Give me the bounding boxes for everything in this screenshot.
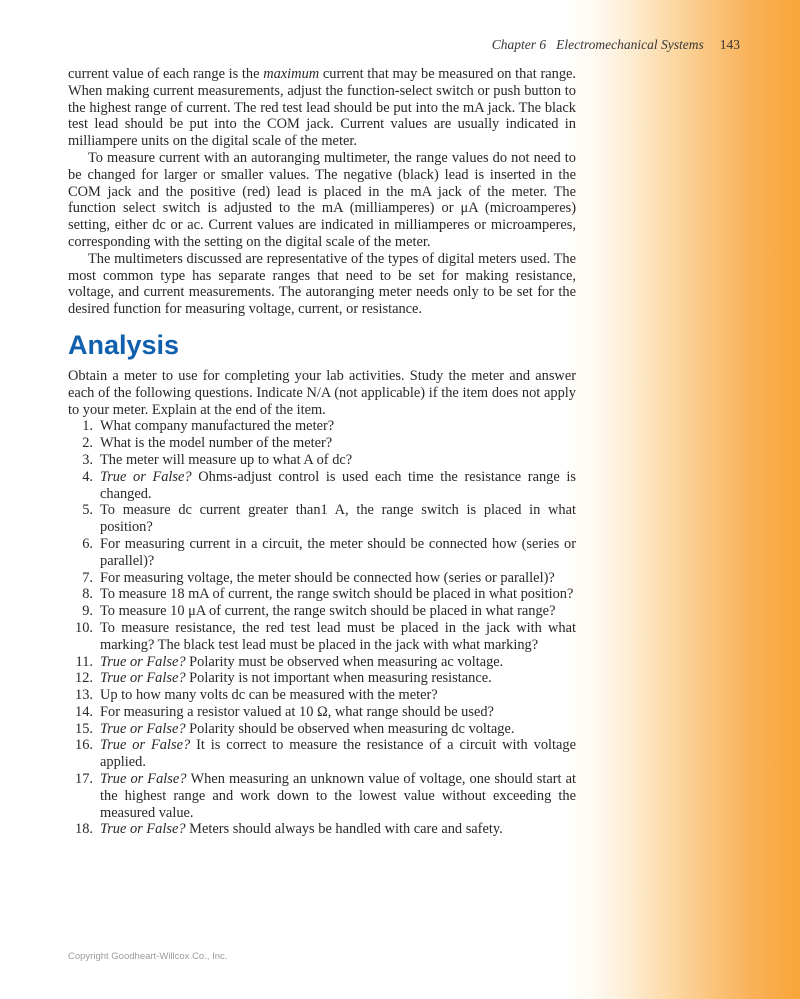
question-item: [68, 654, 576, 671]
question-item: [68, 603, 576, 620]
true-or-false-prefix: True or False?: [100, 653, 190, 670]
question-number: 5.: [82, 502, 93, 519]
question-text: True or False? Ohms-adjust control is used each time the resistance range is changed.: [100, 468, 576, 502]
analysis-heading: Analysis: [68, 329, 180, 360]
question-number: 15.: [75, 720, 93, 737]
question-text: To measure 10 μA of current, the range switch should be placed in what range?: [100, 603, 556, 620]
true-or-false-prefix: True or False?: [100, 737, 197, 754]
question-item: [68, 821, 576, 838]
question-item: [68, 570, 576, 587]
question-item: [68, 721, 576, 738]
true-or-false-prefix: True or False?: [100, 821, 190, 838]
question-item: [68, 704, 576, 721]
question-text: True or False? Polarity is not important when measuring resistance.: [100, 670, 492, 687]
question-item: [68, 737, 576, 771]
question-number: 17.: [75, 771, 93, 788]
question-text: For measuring voltage, the meter should be connected how (series or parallel)?: [100, 569, 555, 586]
footer-copyright: Copyright Goodheart-Willcox Co., Inc.: [68, 951, 228, 962]
question-item: [68, 670, 576, 687]
question-text: True or False? When measuring an unknown value of voltage, one should start at the highest range and work down to the lowest value without exceeding the measured value.: [100, 771, 576, 821]
question-text: What company manufactured the meter?: [100, 418, 335, 435]
chapter-name: Electromechanical Systems: [556, 37, 704, 52]
question-text: To measure dc current greater than1 A, the range switch is placed in what position?: [100, 502, 576, 536]
question-number: 3.: [82, 451, 93, 468]
question-number: 16.: [75, 737, 93, 754]
true-or-false-prefix: True or False?: [100, 720, 190, 737]
question-text: True or False? Polarity should be observed when measuring dc voltage.: [100, 720, 515, 737]
question-item: [68, 771, 576, 821]
question-text: Up to how many volts dc can be measured with the meter?: [100, 687, 438, 704]
page-number: 143: [719, 37, 740, 52]
page-content: [68, 66, 576, 838]
true-or-false-prefix: True or False?: [100, 771, 191, 788]
question-number: 13.: [75, 687, 93, 704]
question-number: 6.: [82, 535, 93, 552]
question-text: The meter will measure up to what A of dc?: [100, 451, 353, 468]
question-number: 12.: [75, 670, 93, 687]
question-item: [68, 536, 576, 570]
paragraph: To measure current with an autoranging multimeter, the range values do not need to be changed for larger or smaller values. The negative (black) lead is inserted in the COM jack and the positive (red) lead is placed in the mA jack of the meter. The function select switch is adjusted to the mA (milliamperes) or μA (microamperes) setting, either dc or ac. Current values are indicated in milliamperes or microamperes, corresponding with the setting on the digital scale of the meter.: [68, 149, 576, 250]
analysis-questions-list: [68, 418, 576, 838]
body-paragraphs: [68, 66, 576, 318]
question-text: True or False? Polarity must be observed when measuring ac voltage.: [100, 653, 504, 670]
analysis-intro: Obtain a meter to use for completing your lab activities. Study the meter and answer each of the following questions. Indicate N/A (not applicable) if the item does not apply to your meter. Explain at the end of the item.: [68, 367, 576, 418]
chapter-label: Chapter 6: [491, 37, 547, 52]
question-item: [68, 586, 576, 603]
question-item: [68, 687, 576, 704]
question-text: True or False? It is correct to measure the resistance of a circuit with voltage applied.: [100, 737, 576, 771]
question-text: To measure resistance, the red test lead must be placed in the jack with what marking? The black test lead must be placed in the jack with what marking?: [100, 619, 576, 653]
question-number: 8.: [82, 586, 93, 603]
question-number: 1.: [82, 418, 93, 435]
question-item: [68, 620, 576, 654]
question-number: 14.: [75, 703, 93, 720]
question-item: [68, 452, 576, 469]
true-or-false-prefix: True or False?: [100, 468, 199, 485]
paragraph: The multimeters discussed are representative of the types of digital meters used. The most common type has separate ranges that need to be set for making resistance, voltage, and current measurements. The autoranging meter needs only to be set for the desired function for measuring voltage, current, or resistance.: [68, 250, 576, 318]
question-item: [68, 469, 576, 503]
question-text: For measuring current in a circuit, the meter should be connected how (series or parallel)?: [100, 535, 576, 569]
question-text: For measuring a resistor valued at 10 Ω, what range should be used?: [100, 703, 494, 720]
question-number: 11.: [75, 653, 93, 670]
question-item: [68, 418, 576, 435]
question-number: 10.: [75, 619, 93, 636]
question-number: 2.: [82, 435, 93, 452]
question-item: [68, 502, 576, 536]
question-number: 7.: [82, 569, 93, 586]
paragraph: current value of each range is the maximum current that may be measured on that range. When making current measurements, adjust the function-select switch or push button to the highest range of current. The red test lead should be put into the mA jack. The black test lead should be put into the COM jack. Current values are usually indicated in milliampere units on the digital scale of the meter.: [68, 66, 577, 150]
question-text: To measure 18 mA of current, the range switch should be placed in what position?: [100, 586, 574, 603]
question-number: 9.: [82, 603, 93, 620]
true-or-false-prefix: True or False?: [100, 670, 190, 687]
page-header: [492, 37, 740, 53]
question-text: What is the model number of the meter?: [100, 435, 333, 452]
question-number: 18.: [75, 821, 93, 838]
question-number: 4.: [82, 468, 93, 485]
question-item: [68, 435, 576, 452]
question-text: True or False? Meters should always be handled with care and safety.: [100, 821, 503, 838]
